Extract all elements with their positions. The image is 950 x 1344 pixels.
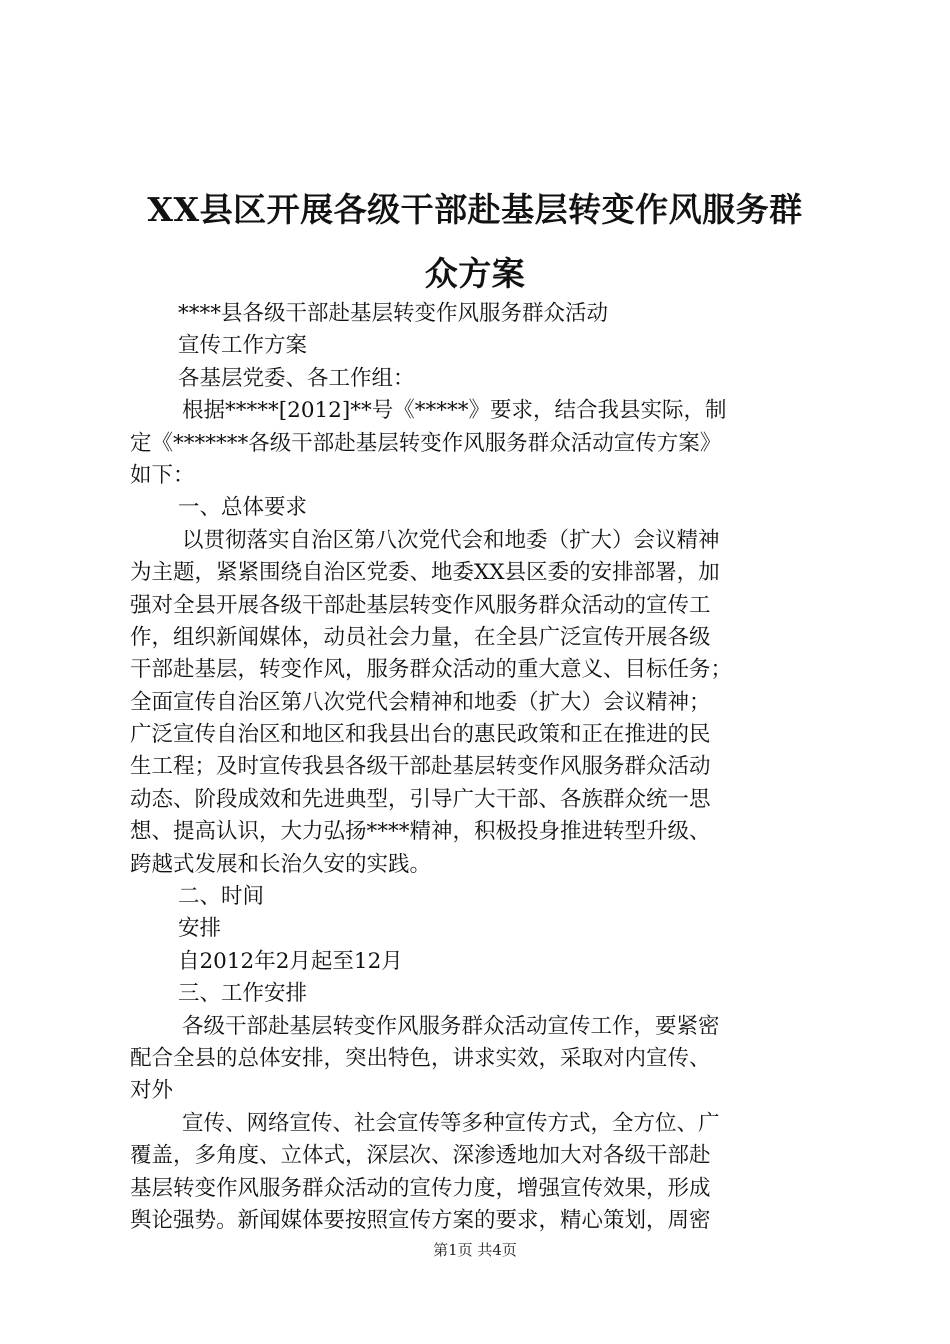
text-line: 宣传工作方案 xyxy=(178,333,308,359)
text-line: 自2012年2月起至12月 xyxy=(178,948,403,974)
document-title xyxy=(110,178,840,306)
text-line: 定《*******各级干部赴基层转变作风服务群众活动宣传方案》 xyxy=(130,430,722,456)
text-line: 强对全县开展各级干部赴基层转变作风服务群众活动的宣传工 xyxy=(130,592,711,618)
text-line: 生工程；及时宣传我县各级干部赴基层转变作风服务群众活动 xyxy=(130,754,711,780)
text-line: 对外 xyxy=(130,1078,174,1104)
page-number: 第1页 共4页 xyxy=(433,1241,517,1259)
text-line: 各基层党委、各工作组： xyxy=(178,365,415,391)
text-line: 为主题，紧紧围绕自治区党委、地委XX县区委的安排部署，加 xyxy=(130,560,720,586)
page-footer xyxy=(0,1240,950,1260)
text-line: 基层转变作风服务群众活动的宣传力度，增强宣传效果，形成 xyxy=(130,1175,711,1201)
text-line: 宣传、网络宣传、社会宣传等多种宣传方式，全方位、广 xyxy=(182,1110,720,1136)
title-line-1: XX县区开展各级干部赴基层转变作风服务群 xyxy=(147,190,803,229)
text-line: 如下： xyxy=(130,462,195,488)
section-heading: 三、工作安排 xyxy=(178,981,308,1007)
section-heading: 一、总体要求 xyxy=(178,495,308,521)
text-line: 舆论强势。新闻媒体要按照宣传方案的要求，精心策划，周密 xyxy=(130,1207,711,1233)
text-line: 干部赴基层，转变作风，服务群众活动的重大意义、目标任务； xyxy=(130,657,733,683)
text-line: 跨越式发展和长治久安的实践。 xyxy=(130,851,432,877)
text-line: 安排 xyxy=(178,916,222,942)
text-line: 配合全县的总体安排，突出特色，讲求实效，采取对内宣传、 xyxy=(130,1045,711,1071)
title-line-2: 众方案 xyxy=(424,254,526,293)
document-body xyxy=(130,298,826,1237)
text-line: ****县各级干部赴基层转变作风服务群众活动 xyxy=(178,301,609,326)
section-heading: 二、时间 xyxy=(178,884,265,910)
text-line: 覆盖，多角度、立体式，深层次、深渗透地加大对各级干部赴 xyxy=(130,1143,711,1169)
text-line: 各级干部赴基层转变作风服务群众活动宣传工作，要紧密 xyxy=(182,1013,720,1039)
text-line: 广泛宣传自治区和地区和我县出台的惠民政策和正在推进的民 xyxy=(130,722,711,748)
text-line: 根据*****[2012]**号《*****》要求，结合我县实际，制 xyxy=(182,398,727,424)
text-line: 动态、阶段成效和先进典型，引导广大干部、各族群众统一思 xyxy=(130,786,711,812)
text-line: 全面宣传自治区第八次党代会精神和地委（扩大）会议精神； xyxy=(130,689,711,715)
text-line: 作，组织新闻媒体，动员社会力量，在全县广泛宣传开展各级 xyxy=(130,624,711,650)
text-line: 想、提高认识，大力弘扬****精神，积极投身推进转型升级、 xyxy=(130,819,711,845)
text-line: 以贯彻落实自治区第八次党代会和地委（扩大）会议精神 xyxy=(182,527,720,553)
